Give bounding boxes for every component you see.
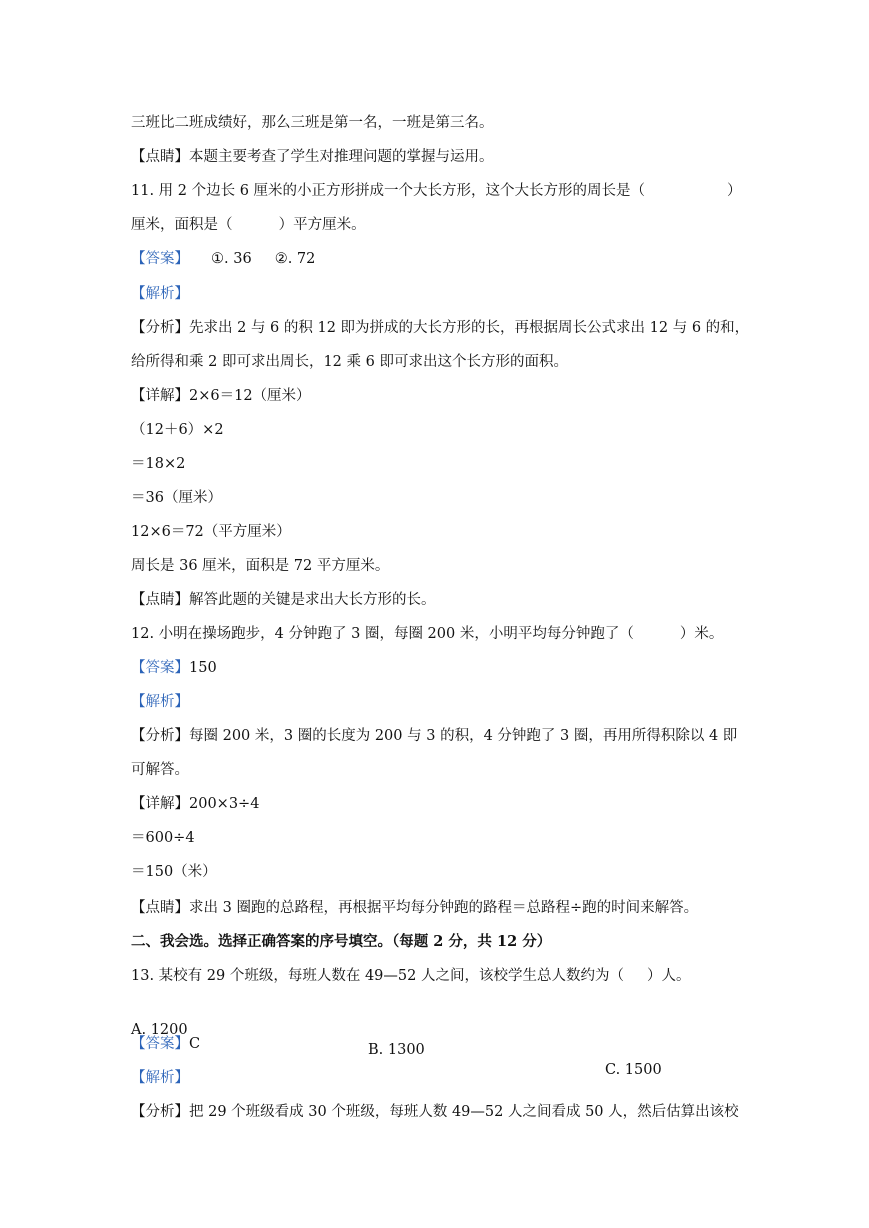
result-line: 周长是 36 厘米，面积是 72 平方厘米。 <box>131 558 390 574</box>
jiexi-tag: 【解析】 <box>131 1070 189 1086</box>
answer-text: 150 <box>189 660 217 676</box>
text-line: 三班比二班成绩好，那么三班是第一名，一班是第三名。 <box>131 115 494 131</box>
answer-tag: 【答案】 <box>131 251 189 267</box>
answer-line <box>131 1034 200 1054</box>
dianjing-text: 本题主要考查了学生对推理问题的掌握与运用。 <box>189 149 494 165</box>
dianjing-line: 【点睛】解答此题的关键是求出大长方形的长。 <box>131 592 436 608</box>
question-12-line: 12. 小明在操场跑步，4 分钟跑了 3 圈，每圈 200 米，小明平均每分钟跑了（ ）米。 <box>131 626 724 642</box>
dianjing-line: 【点睛】求出 3 圈跑的总路程，再根据平均每分钟跑的路程＝总路程÷跑的时间来解答。 <box>131 900 699 916</box>
answer-tag: 【答案】 <box>131 1036 189 1052</box>
answer-line <box>131 658 217 678</box>
dianjing-tag: 【点睛】 <box>131 149 189 165</box>
fenxi-line: 可解答。 <box>131 762 189 778</box>
fenxi-line: 【分析】把 29 个班级看成 30 个班级，每班人数 49—52 人之间看成 50 人，然后估算出该校 <box>131 1104 739 1120</box>
fenxi-line: 【分析】先求出 2 与 6 的积 12 即为拼成的大长方形的长，再根据周长公式求出 12 与 6 的和， <box>131 320 750 336</box>
dianjing-line <box>131 147 494 167</box>
answer-text: ①. 36 ②. 72 <box>211 251 316 267</box>
fenxi-line: 【分析】每圈 200 米，3 圈的长度为 200 与 3 的积，4 分钟跑了 3 圈，再用所得积除以 4 即 <box>131 728 738 744</box>
option-b: B. 1300 <box>368 1042 425 1058</box>
question-11-close-paren: ） <box>727 183 742 199</box>
question-11-line-1: 11. 用 2 个边长 6 厘米的小正方形拼成一个大长方形，这个大长方形的周长是（ <box>131 183 646 199</box>
calc-line: ＝36（厘米） <box>131 490 222 506</box>
option-a: A. 1200 <box>131 1022 188 1038</box>
jiexi-tag: 【解析】 <box>131 694 189 710</box>
calc-line: （12＋6）×2 <box>131 422 224 438</box>
section-heading: 二、我会选。选择正确答案的序号填空。（每题 2 分，共 12 分） <box>131 933 552 950</box>
jiexi-tag: 【解析】 <box>131 286 189 302</box>
answer-text: C <box>189 1036 201 1052</box>
xiangjie-line: 【详解】200×3÷4 <box>131 796 260 812</box>
calc-line: ＝18×2 <box>131 456 186 472</box>
answer-tag: 【答案】 <box>131 660 189 676</box>
option-c: C. 1500 <box>605 1062 662 1078</box>
calc-line: 12×6＝72（平方厘米） <box>131 524 291 540</box>
question-11-line-2: 厘米，面积是（ ）平方厘米。 <box>131 217 366 233</box>
fenxi-line: 给所得和乘 2 即可求出周长，12 乘 6 即可求出这个长方形的面积。 <box>131 354 568 370</box>
calc-line: ＝150（米） <box>131 864 217 880</box>
answer-line <box>131 249 315 269</box>
xiangjie-line: 【详解】2×6＝12（厘米） <box>131 388 311 404</box>
question-13-line: 13. 某校有 29 个班级，每班人数在 49—52 人之间，该校学生总人数约为（ ）人。 <box>131 968 691 984</box>
calc-line: ＝600÷4 <box>131 830 195 846</box>
